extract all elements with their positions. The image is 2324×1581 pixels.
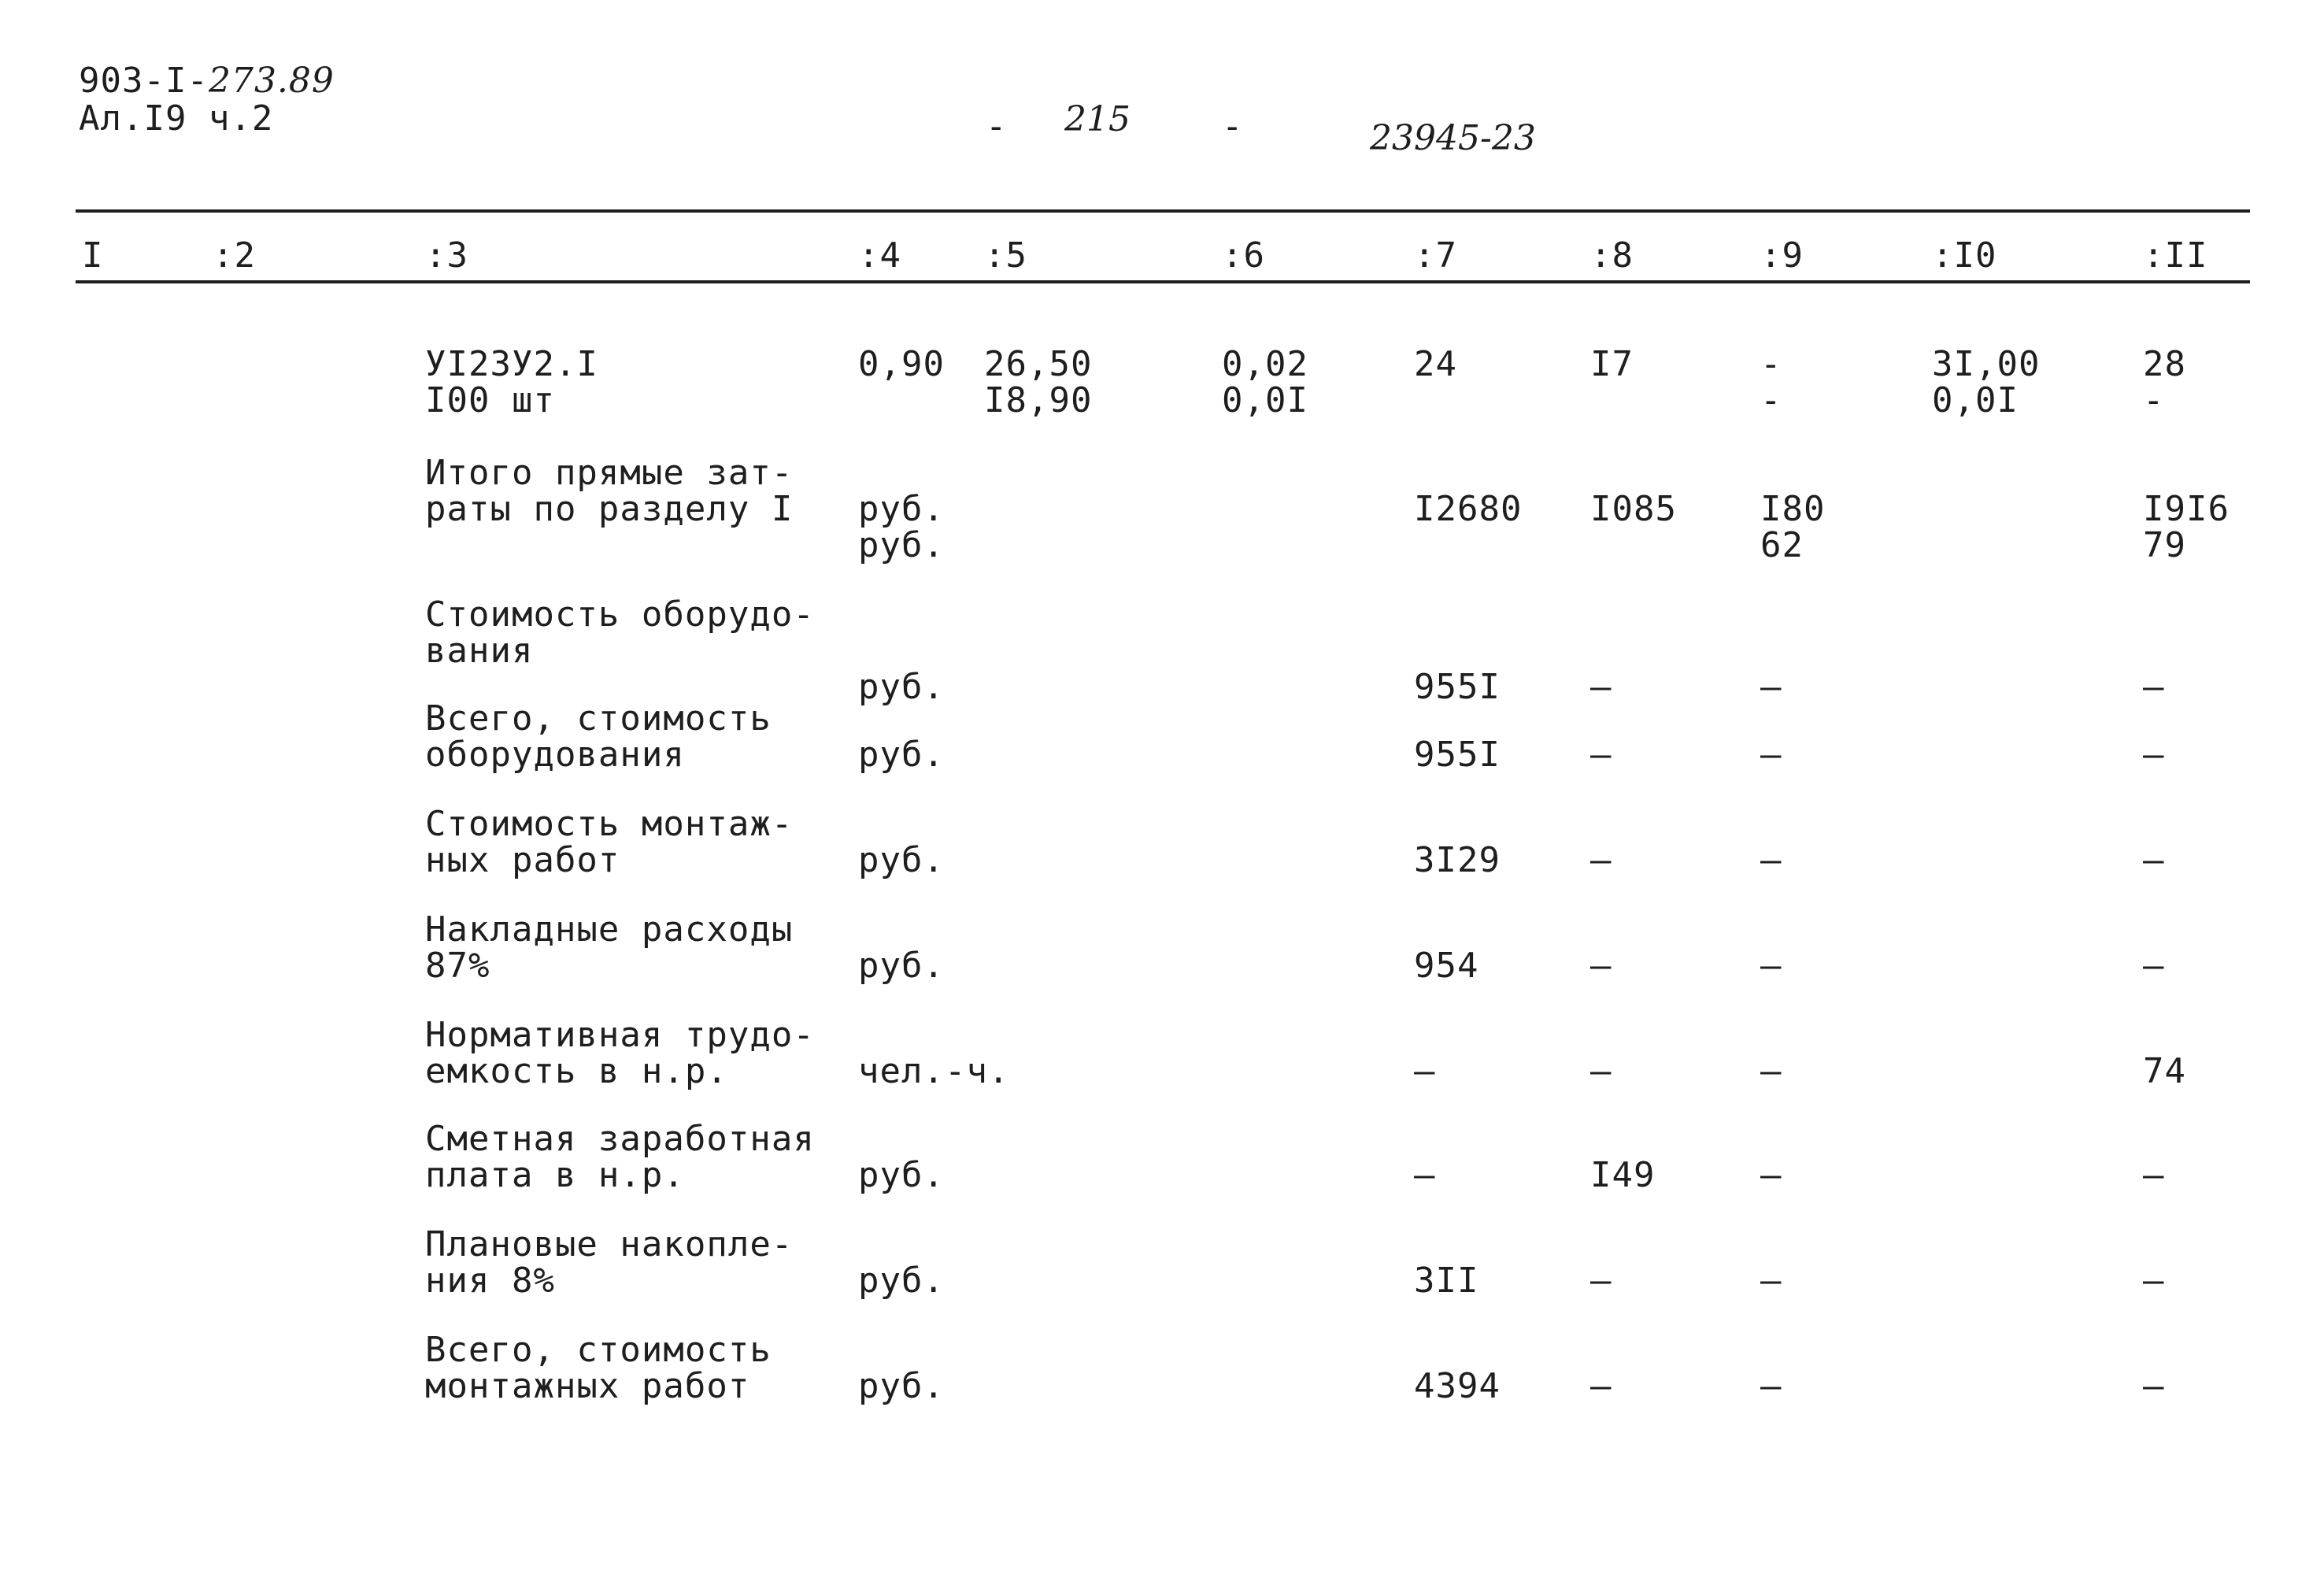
cell-col-4: руб. [858, 735, 945, 775]
cell-col-9: – [1760, 1366, 1782, 1406]
cell-col-7: – [1414, 1051, 1436, 1091]
column-header-5: :5 [984, 235, 1027, 276]
cell-col-11: – [2143, 946, 2165, 986]
cell-col-3: Стоимость оборудо- вания [425, 594, 815, 671]
cell-col-8: – [1590, 946, 1612, 986]
cell-col-3: Всего, стоимость оборудования [425, 698, 772, 775]
page-dash-right: - [1222, 106, 1244, 146]
cell-col-11: – [2143, 1155, 2165, 1195]
cell-col-8: I7 [1590, 344, 1634, 384]
doc-code-handwritten: 273.89 [208, 61, 335, 101]
cell-col-6: 0,02 0,0I [1222, 344, 1308, 420]
cell-col-7: 4394 [1414, 1366, 1501, 1406]
cell-col-9: – [1760, 1261, 1782, 1301]
cell-col-8: I085 [1590, 489, 1677, 529]
cell-col-9: - - [1760, 344, 1782, 420]
column-header-2: :2 [213, 235, 256, 276]
column-header-9: :9 [1760, 235, 1804, 276]
cell-col-9: I80 62 [1760, 489, 1826, 565]
cell-col-3: Всего, стоимость монтажных работ [425, 1330, 772, 1406]
cell-col-4: руб. [858, 1261, 945, 1301]
cell-col-3: УI23У2.I I00 шт [425, 344, 598, 420]
header-rule [76, 280, 2250, 283]
cell-col-7: I2680 [1414, 489, 1523, 529]
cell-col-11: – [2143, 735, 2165, 775]
cell-col-3: Нормативная трудо- емкость в н.р. [425, 1015, 815, 1091]
cell-col-7: 954 [1414, 946, 1479, 986]
cell-col-7: 3II [1414, 1261, 1479, 1301]
top-rule [76, 209, 2250, 213]
cell-col-4: руб. [858, 1366, 945, 1406]
cell-col-9: – [1760, 840, 1782, 880]
column-header-11: :II [2143, 235, 2208, 276]
cell-col-9: – [1760, 735, 1782, 775]
cell-col-8: – [1590, 667, 1612, 707]
cell-col-4: чел.-ч. [858, 1051, 1010, 1091]
cell-col-7: 24 [1414, 344, 1457, 384]
column-header-10: :I0 [1932, 235, 1997, 276]
doc-code-prefix: 903-I- [79, 61, 209, 101]
page-number: 215 [1064, 99, 1131, 139]
cell-col-4: руб. [858, 946, 945, 986]
cell-col-7: 955I [1414, 667, 1501, 707]
cell-col-9: – [1760, 1051, 1782, 1091]
cell-col-4: руб. [858, 667, 945, 707]
cell-col-4: 0,90 [858, 344, 945, 384]
column-header-3: :3 [425, 235, 468, 276]
column-header-8: :8 [1590, 235, 1634, 276]
cell-col-11: – [2143, 840, 2165, 880]
document-number: 23945-23 [1370, 118, 1536, 158]
cell-col-11: I9I6 79 [2143, 489, 2230, 565]
cell-col-8: – [1590, 1261, 1612, 1301]
cell-col-4: руб. [858, 1155, 945, 1195]
cell-col-11: 74 [2143, 1051, 2186, 1091]
cell-col-10: 3I,00 0,0I [1932, 344, 2041, 420]
cell-col-3: Стоимость монтаж- ных работ [425, 804, 794, 880]
cell-col-3: Накладные расходы 87% [425, 909, 794, 986]
cell-col-4: руб. [858, 840, 945, 880]
cell-col-7: – [1414, 1155, 1436, 1195]
cell-col-8: – [1590, 840, 1612, 880]
column-header-7: :7 [1414, 235, 1457, 276]
cell-col-8: I49 [1590, 1155, 1656, 1195]
cell-col-9: – [1760, 946, 1782, 986]
cell-col-9: – [1760, 667, 1782, 707]
cell-col-11: – [2143, 1261, 2165, 1301]
cell-col-11: – [2143, 1366, 2165, 1406]
column-header-4: :4 [858, 235, 901, 276]
cell-col-8: – [1590, 1366, 1612, 1406]
page-dash-left: - [986, 106, 1008, 146]
cell-col-11: 28 - [2143, 344, 2186, 420]
cell-col-8: – [1590, 1051, 1612, 1091]
cell-col-3: Итого прямые зат- раты по разделу I [425, 453, 794, 529]
cell-col-3: Сметная заработная плата в н.р. [425, 1119, 815, 1195]
cell-col-7: 3I29 [1414, 840, 1501, 880]
doc-code [79, 63, 335, 99]
cell-col-11: – [2143, 667, 2165, 707]
album-label: Ал.I9 ч.2 [79, 98, 274, 139]
cell-col-8: – [1590, 735, 1612, 775]
cell-col-7: 955I [1414, 735, 1501, 775]
cell-col-3: Плановые накопле- ния 8% [425, 1224, 794, 1301]
column-header-1: I [82, 235, 104, 276]
cell-col-9: – [1760, 1155, 1782, 1195]
cell-col-5: 26,50 I8,90 [984, 344, 1093, 420]
cell-col-4: руб. руб. [858, 489, 945, 565]
column-header-6: :6 [1222, 235, 1265, 276]
